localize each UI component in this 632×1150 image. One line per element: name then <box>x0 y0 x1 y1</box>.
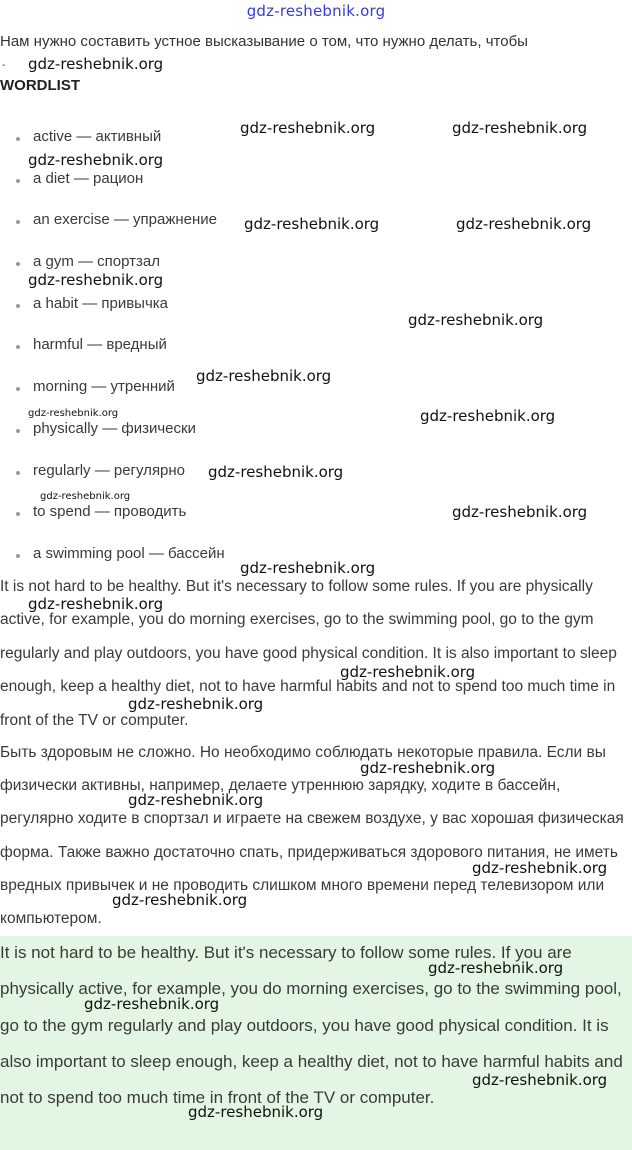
site-header-link[interactable]: gdz-reshebnik.org <box>246 2 386 20</box>
watermark: gdz-reshebnik.org <box>472 1071 608 1089</box>
watermark: gdz-reshebnik.org <box>112 891 248 909</box>
watermark: gdz-reshebnik.org <box>28 595 164 613</box>
wordlist-item: a diet — рацион <box>0 166 225 208</box>
watermark: gdz-reshebnik.org <box>408 311 544 329</box>
watermark: gdz-reshebnik.org <box>28 271 164 289</box>
wordlist-item: regularly — регулярно <box>0 458 225 500</box>
watermark: gdz-reshebnik.org <box>128 791 264 809</box>
wordlist-item: an exercise — упражнение <box>0 207 225 249</box>
watermark: gdz-reshebnik.org <box>208 463 344 481</box>
watermark: gdz-reshebnik.org <box>28 151 164 169</box>
watermark: gdz-reshebnik.org <box>40 491 131 502</box>
wordlist-item: a habit — привычка <box>0 291 225 333</box>
paragraph-english: It is not hard to be healthy. But it's necessary to follow some rules. If you are physically active, for example, you do morning exercises, go to the swimming pool, go to the gym regularly and play outdoors, you have good physical condition. It is also important to sleep enough, keep a healthy diet, not to have harmful habits and not to spend too much time in front of the TV or computer. <box>0 578 617 729</box>
wordlist-item: a swimming pool — бассейн <box>0 541 225 583</box>
watermark: gdz-reshebnik.org <box>360 759 496 777</box>
watermark: gdz-reshebnik.org <box>456 215 592 233</box>
answer-text: It is not hard to be healthy. But it's necessary to follow some rules. If you are physically active, for example, you do morning exercises, go to the swimming pool, go to the gym regularly and play outdoors, you have good physical condition. It is also important to sleep enough, keep a healthy diet, not to have harmful habits and not to spend too much time in front of the TV or computer. <box>0 943 623 1108</box>
watermark: gdz-reshebnik.org <box>196 367 332 385</box>
wordlist-heading: WORDLIST <box>0 77 80 94</box>
watermark: gdz-reshebnik.org <box>452 503 588 521</box>
watermark: gdz-reshebnik.org <box>84 995 220 1013</box>
watermark: gdz-reshebnik.org <box>28 55 164 73</box>
wordlist-item: a gym — спортзал <box>0 249 225 291</box>
watermark: gdz-reshebnik.org <box>240 119 376 137</box>
watermark: gdz-reshebnik.org <box>340 663 476 681</box>
watermark: gdz-reshebnik.org <box>240 559 376 577</box>
watermark: gdz-reshebnik.org <box>472 859 608 877</box>
wordlist-item: to spend — проводить <box>0 499 225 541</box>
wordlist <box>0 124 225 583</box>
watermark: gdz-reshebnik.org <box>452 119 588 137</box>
intro-text: Нам нужно составить устное высказывание о том, что нужно делать, чтобы <box>0 33 528 50</box>
intro-bullet: - <box>2 60 6 71</box>
watermark: gdz-reshebnik.org <box>188 1103 324 1121</box>
paragraph-russian: Быть здоровым не сложно. Но необходимо соблюдать некоторые правила. Если вы физически активны, например, делаете утреннюю зарядку, ходите в бассейн, регулярно ходите в спортзал и играете на свежем воздухе, у вас хорошая физическая форма. Также важно достаточно спать, придерживаться здорового питания, не иметь вредных привычек и не проводить слишком много времени перед телевизором или компьютером. <box>0 744 624 928</box>
wordlist-item: morning — утренний <box>0 374 225 416</box>
wordlist-item: harmful — вредный <box>0 332 225 374</box>
watermark: gdz-reshebnik.org <box>28 408 119 419</box>
watermark: gdz-reshebnik.org <box>244 215 380 233</box>
wordlist-item: active — активный <box>0 124 225 166</box>
watermark: gdz-reshebnik.org <box>128 695 264 713</box>
wordlist-item: physically — физически <box>0 416 225 458</box>
watermark: gdz-reshebnik.org <box>420 407 556 425</box>
watermark: gdz-reshebnik.org <box>428 959 564 977</box>
